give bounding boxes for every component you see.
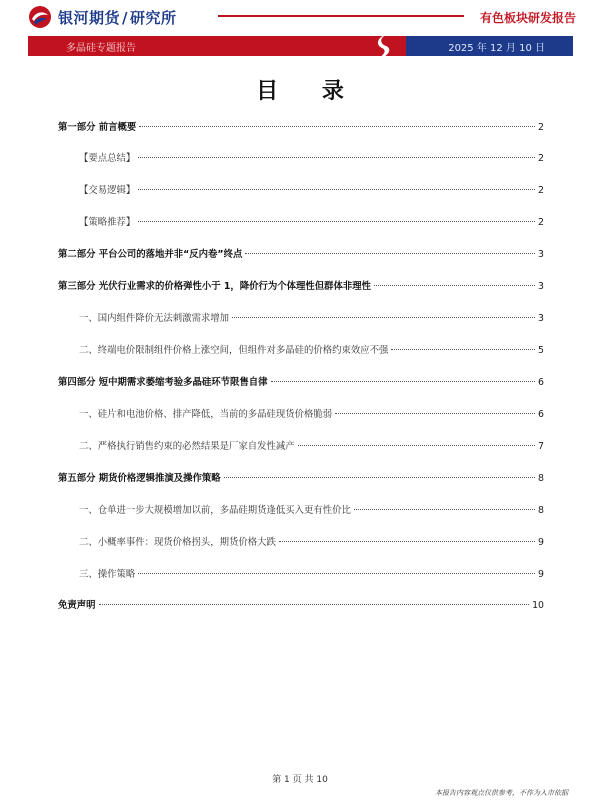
toc-entry-page: 6 [538, 377, 544, 388]
company-logo [28, 4, 177, 30]
toc-leader [374, 285, 535, 286]
toc-entry-part4[interactable] [58, 376, 544, 390]
toc-entry-text: 一、硅片和电池价格、排产降低，当前的多晶硅现货价格脆弱 [79, 409, 333, 420]
toc-entry-text: 二、严格执行销售约束的必然结果是厂家自发性减产 [79, 441, 295, 452]
toc-entry-text: 【交易逻辑】 [79, 185, 136, 196]
toc-leader [138, 221, 535, 222]
brand-name: 银河期货 [58, 8, 121, 27]
toc-entry-4-2[interactable] [58, 440, 544, 454]
toc-entry-text: 【要点总结】 [79, 153, 136, 164]
disclaimer-note: 本报告内容观点仅供参考，不作为入市依据 [435, 789, 568, 797]
toc-entry-page: 6 [538, 409, 544, 420]
toc-entry-text: 一、国内组件降价无法刺激需求增加 [79, 313, 230, 324]
toc-entry-page: 5 [538, 345, 544, 356]
toc-leader [138, 157, 535, 158]
toc-entry-text: 三、操作策略 [79, 569, 136, 580]
toc-leader [224, 477, 535, 478]
toc-entry-page: 8 [538, 473, 544, 484]
toc-entry-text: 二、终端电价限制组件价格上涨空间，但组件对多晶硅的价格约束效应不强 [79, 345, 389, 356]
brand-text [58, 7, 177, 28]
brand-separator: / [122, 8, 128, 27]
toc-entry-page: 2 [538, 122, 544, 133]
toc-entry-text: 【策略推荐】 [79, 217, 136, 228]
toc-entry-text: 第一部分 前言概要 [58, 122, 137, 133]
swoosh-icon [372, 31, 398, 61]
toc-entry-strategy[interactable] [58, 216, 544, 230]
toc-leader [279, 541, 535, 542]
report-topic: 多晶硅专题报告 [66, 43, 136, 54]
toc-title: 目 录 [256, 78, 362, 104]
toc-entry-page: 10 [532, 600, 544, 611]
brand-subtitle: 研究所 [130, 8, 177, 27]
toc-entry-5-2[interactable] [58, 536, 544, 550]
toc-entry-page: 7 [538, 441, 544, 452]
page-number: 第 1 页 共 10 [272, 775, 328, 785]
toc-leader [271, 381, 536, 382]
toc-entry-text: 第四部分 短中期需求萎缩考验多晶硅环节限售自律 [58, 377, 268, 388]
toc-entry-trading-logic[interactable] [58, 184, 544, 198]
toc-entry-page: 8 [538, 505, 544, 516]
toc-entry-text: 第三部分 光伏行业需求的价格弹性小于 1，降价行为个体理性但群体非理性 [58, 281, 372, 292]
header-band-red [28, 36, 406, 56]
page-header [0, 0, 600, 62]
toc-leader [335, 413, 535, 414]
toc-leader [232, 317, 535, 318]
toc-entry-5-3[interactable] [58, 568, 544, 582]
toc-entry-4-1[interactable] [58, 408, 544, 422]
toc-entry-part1[interactable] [58, 121, 544, 135]
toc-entry-page: 3 [538, 249, 544, 260]
toc-entry-part5[interactable] [58, 472, 544, 486]
toc-entry-page: 2 [538, 185, 544, 196]
header-band [28, 36, 573, 56]
toc-leader [354, 509, 535, 510]
toc-leader [99, 604, 530, 605]
toc-entry-3-2[interactable] [58, 344, 544, 358]
toc-entry-disclaimer[interactable] [58, 599, 544, 613]
report-date: 2025 年 12 月 10 日 [448, 43, 545, 54]
toc-entry-key-points[interactable] [58, 152, 544, 166]
toc-entry-part3[interactable] [58, 280, 544, 294]
toc-entry-page: 9 [538, 569, 544, 580]
galaxy-logo-icon [28, 5, 52, 29]
toc-leader [391, 349, 535, 350]
toc-entry-text: 第二部分 平台公司的落地并非“反内卷”终点 [58, 249, 243, 260]
header-rule [218, 15, 464, 17]
toc-entry-page: 2 [538, 153, 544, 164]
toc-entry-page: 2 [538, 217, 544, 228]
toc-leader [138, 573, 535, 574]
toc-entry-page: 3 [538, 313, 544, 324]
toc-leader [298, 445, 535, 446]
toc-entry-text: 二、小概率事件：现货价格拐头，期货价格大跌 [79, 537, 276, 548]
report-type: 有色板块研发报告 [479, 11, 576, 25]
toc-entry-part2[interactable] [58, 248, 544, 262]
toc-entry-text: 第五部分 期货价格逻辑推演及操作策略 [58, 473, 221, 484]
toc-leader [245, 253, 535, 254]
toc-entry-text: 一、仓单进一步大规模增加以前，多晶硅期货逢低买入更有性价比 [79, 505, 351, 516]
toc-entry-page: 3 [538, 281, 544, 292]
toc-entry-text: 免责声明 [58, 600, 96, 611]
toc-leader [139, 126, 535, 127]
header-band-blue [406, 36, 573, 56]
toc-entry-5-1[interactable] [58, 504, 544, 518]
toc-entry-page: 9 [538, 537, 544, 548]
toc-leader [138, 189, 535, 190]
toc-entry-3-1[interactable] [58, 312, 544, 326]
